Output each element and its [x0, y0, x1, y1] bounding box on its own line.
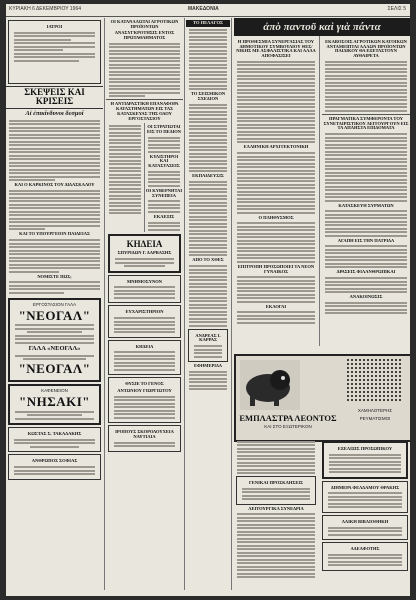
doctors-directory-box [8, 20, 101, 84]
funeral-title: ΚΗΔΕΙΑ [126, 239, 163, 249]
article-heading: ΕΚΑΒΟΣΟΙΣ ΑΓΡΟΤΙΚΩΝ ΚΑΤΟΙΚΩΝ ΑΝΤΑΜΕΙΠΤΑΙ ΑΛΛΩΝ ΠΡΟΪΟΝΤΩΝ ΠΑΙΔΙΚΟΥ ΘΑ ΕΞΕΤΑΣΤΟΥΝ ΑΥΘΑΙΡΕΤΑ [325, 39, 407, 59]
neogal-brand-bottom: "ΝΕΟΓΑΛ" [18, 361, 91, 377]
column-1 [6, 18, 103, 592]
bottom-right-block [320, 439, 410, 573]
feature-banner: ἀπὸ παντοῦ καὶ γιὰ πάντα [234, 18, 410, 36]
classified-title: ΑΝΘΡΩΠΟΣ ΣΟΦΙΑΣ [31, 458, 78, 464]
classified-title: ΕΞΕΛΙΞΙΣ ΠΡΟΣΩΠΙΚΟΥ [337, 446, 393, 451]
invitation-title: ΓΕΝΙΚΑΙ ΠΡΟΣΚΛΗΣΕΙΣ [248, 480, 304, 485]
article-heading: ΔΡΑΣΕΙΣ ΦΙΛΑΝΘΡΩΠΙΚΑΙ [336, 269, 396, 275]
neogal-subtitle: ΓΑΛΑ «ΝΕΟΓΑΛ» [28, 344, 81, 352]
funeral-name: ΣΠΥΡΙΔΩΝ Γ. ΔΑΡΒΑΣΗΣ [117, 250, 172, 256]
article-heading: ΑΝΑΚΟΙΝΩΣΙΣ [349, 294, 383, 300]
leontos-subtitle: ΚΑΙ ΣΤΟ ΕΞΩΤΕΡΙΚΟΝ [264, 424, 312, 429]
column-rule [184, 18, 185, 590]
leontos-plaster-advertisement [234, 354, 410, 442]
article-heading: ΕΛΛΗΝΙΚΗ ΑΡΧΙΤΕΚΤΟΝΙΚΗ [243, 144, 309, 150]
article-heading: ΕΚΠΑΙΔΕΥΣΙΣ [192, 173, 224, 179]
funeral-notice-2 [108, 340, 181, 376]
neogal-advertisement [8, 298, 101, 382]
bottom-left-block [234, 439, 318, 580]
column-rule [104, 18, 105, 590]
nisaki-advertisement [8, 384, 101, 425]
leontos-title: ΕΜΠΛΑΣΤΡΑ ΛΕΟΝΤΟΣ [239, 413, 337, 423]
article-body [9, 120, 100, 182]
funeral-title-2: ΚΗΔΕΙΑ [135, 343, 154, 349]
article-heading: ΑΝΑΣΥΓΚΡΟΤΗΣΙΣ ΕΝΤΟΣ ΠΡΩΤΑΘΛΗΜΑΤΟΣ [114, 30, 175, 41]
neogal-brand: "ΝΕΟΓΑΛ" [18, 307, 91, 323]
header-masthead: ΜΑΚΕΔΟΝΙΑ [188, 6, 219, 12]
dot-pattern-graphic [346, 358, 402, 402]
memorial-box-name: ΑΝΤΩΝΙΟΥ ΓΙΩΡΓΙΩΤΟΥ [117, 388, 172, 394]
section-subtitle: Αἱ ἐπικίνδυνοι δεσμοί [25, 109, 84, 117]
classified-title: ΑΔΕΛΦΟΤΗΣ [350, 546, 380, 552]
article-heading: ΕΚΛΟΓΑΙ [265, 303, 287, 309]
classified-title: ΔΙΗΜΕΡΑ ΦΕΛΔΑΜΟΥ ΘΡΑΚΗΣ [330, 484, 400, 490]
thanks-title: ΕΥΧΑΡΙΣΤΗΡΙΟΝ [125, 309, 164, 315]
article-heading: Η ΠΡΟΘΕΣΜΙΑ ΣΥΝΕΡΓΑΣΙΑΣ ΤΟΥ ΔΗΜΟΤΙΚΟΥ ΣΥΜΒΟΥΛΙΟΥ ΘΕΣ/ΝΙΚΗΣ ΜΕ ΑΣΦΑΛΙΣΤΙΚΑ ΚΑΙ ΑΛΛΑ ΑΠΟΦΑΣΙΣΕΙ [236, 39, 316, 59]
small-heading: ΟΙ ΣΤΡΑΤΙΩΤΑΙ ΕΙΣ ΤΟ ΠΕΔΙΟΝ [146, 124, 182, 134]
classified-box-right-3 [322, 515, 408, 540]
lion-icon [240, 360, 300, 410]
article-heading: ΚΑΙ ΤΟ ΥΠΟΥΡΓΕΙΟΝ ΠΑΙΔΕΙΑΣ [19, 231, 90, 237]
classified-title: ΚΩΣΤΑΣ Σ. ΤΑΚΑΔΑΚΗΣ [27, 431, 82, 437]
column-kicker: ΤΟ ΠΕΛΑΓΟΣ [186, 20, 230, 27]
article-heading: ΤΟ ΣΕΙΣΜΙΚΟΝ ΣΧΕΔΙΟΝ [190, 91, 226, 101]
article-heading: Η ΑΝΤΙΔΡΑΣΤΙΚΗ ΕΠΑΝΑΦΟΡΑ ΚΑΤΑΣΤΗΜΑΤΩΝ ΕΙΣ ΤΑΣ ΚΑΤΑΣΚΕΥΑΣ ΤΗΣ ΟΔΟΥ ΕΡΓΟΣΤΑΣΙΟΥ [106, 99, 183, 121]
article-heading: ΟΙ ΚΑΤΑΝΑΛΩΤΑΙ ΑΓΡΟΤΙΚΩΝ ΠΡΟΪΟΝΤΩΝ [110, 19, 179, 29]
notice-title: ΑΝΔΡΕΑΣ Ι. ΚΑΡΡΑΣ [195, 332, 221, 343]
article-heading: ΠΡΑΓΜΑΤΙΚΑ ΣΥΜΦΕΡΟΝΤΑ ΤΟΥ ΣΥΝΕΤΑΙΡΙΣΤΙΚΟΥ ΛΕΙΤΟΥΡΓΟΥΝ ΕΙΣ ΤΑ ΑΠΛΗΣΤΑ ΕΠΙΔΟΜΑΤΑ [323, 115, 409, 131]
article-heading: ΕΠΙΤΡΟΠΗ ΠΡΟΣΩΠΟΙΕΙ ΤΑ ΝΕΟΝ ΓΥΝΑΙΚΟΣ [237, 263, 315, 274]
neogal-top: ΕΡΓΟΣΤΑΣΙΟΝ ΓΑΛΑ [32, 301, 77, 307]
nisaki-top: ΚΑΦΕΝΕΙΟΝ [41, 387, 68, 393]
article-heading: ΑΠΟ ΤΟ ΧΘΕΣ [192, 257, 224, 263]
section-title: ΣΚΕΨΕΙΣ ΚΑΙ ΚΡΙΣΕΙΣ [6, 86, 103, 109]
header-page-number: ΣΕΛΙΣ 5 [387, 6, 406, 12]
page-header [6, 4, 410, 17]
article-heading: ΕΦΗΜΕΡΙΔΑ [193, 363, 223, 369]
shipping-box [108, 425, 181, 451]
leontos-right-label: ΧΑΜΗΛΟΤΕΡΗΣ [357, 408, 393, 413]
article-heading: Ο ΠΛΗΘΥΣΜΟΣ [258, 214, 294, 220]
nisaki-brand: "ΝΗΣΑΚΙ" [19, 393, 90, 409]
funeral-notice [108, 234, 181, 273]
classified-box-right [322, 441, 408, 479]
article-heading: ΚΑΤΑΣΚΕΥΗ ΣΥΡΜΑΤΩΝ [338, 202, 394, 208]
column-rule [231, 18, 232, 590]
newspaper-page [6, 4, 410, 596]
classified-title: ΛΑΙΚΗ ΒΙΒΛΙΟΘΗΚΗ [341, 518, 389, 524]
memorial-box [108, 377, 181, 423]
small-heading: ΚΥΛΙΣΤΗΡΟΙ ΚΑΙ ΚΑΤΑΣΤΑΣΕΙΣ [148, 153, 180, 169]
column-2 [106, 18, 183, 592]
memorial-title: ΜΝΗΜΟΣΥΝΟΝ [127, 278, 162, 284]
column-rule [319, 36, 320, 346]
memorial-box-title: ΘΥΣΙΕ ΤΟ ΓΕΝΟΣ [125, 381, 164, 387]
shipping-title: ΙΡΟΠΟΥΣ ΣΚΟΡΟΛΟΥΧΕΙΑ ΝΑΥΤΙΛΙΑ [115, 429, 174, 439]
thanks-notice [108, 305, 181, 337]
classified-box [8, 427, 101, 452]
classified-box [8, 454, 101, 479]
header-date: ΚΥΡΙΑΚΗ 6 ΔΕΚΕΜΒΡΙΟΥ 1964 [9, 6, 82, 12]
small-heading: ΟΙ ΚΥΒΕΡΝΗΤΑΙ ΣΥΝΕΠΕΙΑ [145, 187, 183, 198]
article-heading: ΚΑΙ Ο ΚΑΡΚΙΝΟΣ ΤΟΥ ΔΙΔΑΣΚΑΛΟΥ [14, 182, 95, 188]
notice-box [188, 329, 228, 362]
doctors-title: ΙΑΤΡΟΙ [46, 24, 63, 29]
classified-box-right-2 [322, 481, 408, 513]
classified-box-right-4 [322, 542, 408, 571]
article-heading: ΝΟΜΙΣΤΕ ΠΩΣ; [37, 273, 72, 279]
article-heading: ΑΓΑΠΗ ΕΙΣ ΤΗΝ ΠΑΤΡΙΔΑ [337, 237, 395, 243]
small-heading: ΕΚΛΕΞΙΣ [153, 213, 175, 219]
invitation-box [236, 476, 316, 505]
article-heading: ΛΕΙΤΟΥΡΓΙΚΑ ΣΥΝΕΔΡΙΑ [248, 505, 304, 511]
leontos-right-label-2: ΡΕΥΜΑΤΙΣΜΟΙ [359, 416, 391, 421]
memorial-notice [108, 275, 181, 304]
column-3 [186, 18, 230, 592]
